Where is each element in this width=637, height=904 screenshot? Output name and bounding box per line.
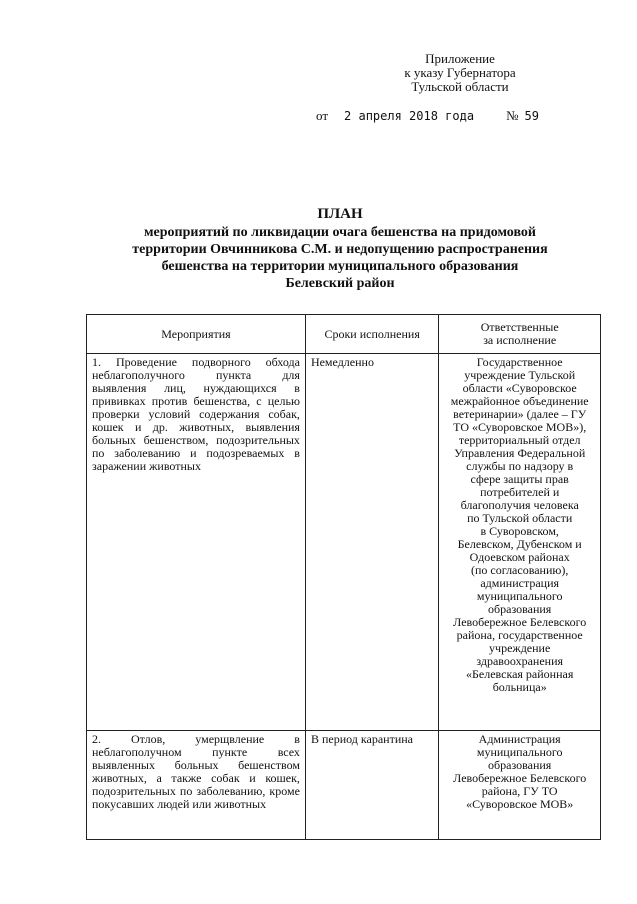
responsible-line: администрация [480,576,560,590]
plan-title [60,206,620,292]
responsible-line: «Белевская районная [465,667,574,681]
decree-reference: к указу Губернатора [404,65,516,80]
table-row [87,731,601,840]
responsible-line: района, государственное [456,628,583,642]
table-header-row [87,315,601,354]
responsible-line: образования [488,602,552,616]
decree-number: 59 [524,109,539,123]
responsible-line: по Тульской области [467,511,573,525]
date-prefix: от [316,108,329,123]
deadline-cell: В период карантина [305,731,438,840]
responsible-line: благополучия человека [460,498,579,512]
responsible-line: образования [488,758,552,772]
responsible-line: Белевском, Дубенском и [457,537,582,551]
responsible-line: ТО «Суворовское МОВ»), [453,420,587,434]
header-responsible-line: Ответственные [480,320,559,334]
responsible-line: области «Суворовское [462,381,577,395]
header-responsible [439,315,601,354]
region-name: Тульской области [411,79,509,94]
responsible-line: службы по надзору в [466,459,574,473]
header-activities: Мероприятия [87,315,306,354]
plan-subtitle-line: Белевский район [285,276,395,291]
responsible-line: больница» [492,680,547,694]
responsible-cell [439,731,601,840]
appendix-header [380,52,540,94]
plan-subtitle-line: бешенства на территории муниципального образования [161,259,519,274]
responsible-line: Одоевском районах [469,550,570,564]
plan-subtitle-line: территории Овчинникова С.М. и недопущению распространения [132,242,548,257]
responsible-line: «Суворовское МОВ» [466,797,574,811]
decree-dateline [316,108,539,124]
responsible-line: (по согласованию), [471,563,569,577]
responsible-line: ветеринарии» (далее – ГУ [453,407,587,421]
responsible-line: потребителей и [480,485,560,499]
responsible-line: Государственное [476,355,563,369]
table-row [87,354,601,731]
responsible-line: муниципального [476,745,563,759]
measures-table [86,314,601,840]
header-deadlines: Сроки исполнения [305,315,438,354]
number-sign: № [506,108,519,123]
responsible-line: в Суворовском, [480,524,559,538]
responsible-line: учреждение [489,641,551,655]
plan-subtitle-line: мероприятий по ликвидации очага бешенства на придомовой [143,225,536,240]
responsible-line: межрайонное объединение [450,394,589,408]
responsible-line: Управления Федеральной [454,446,586,460]
responsible-line: Левобережное Белевского [453,615,587,629]
appendix-label: Приложение [425,51,495,66]
decree-date: 2 апреля 2018 года [344,109,475,123]
responsible-line: Администрация [478,732,561,746]
activity-cell: 2. Отлов, умерщвление в неблагополучном пункте всех выявленных больных бешенством животных, а также собак и кошек, подозрительных по заболеванию, кроме покусавших людей или животных [87,731,306,840]
responsible-line: здравоохранения [476,654,564,668]
deadline-cell: Немедленно [305,354,438,731]
responsible-line: Левобережное Белевского [453,771,587,785]
responsible-line: района, ГУ ТО [481,784,558,798]
header-responsible-line: за исполнение [483,333,557,347]
activity-cell: 1. Проведение подворного обхода неблагополучного пункта для выявления лиц, нуждающихся в прививках против бешенства, с целью проверки условий содержания собак, кошек и др. животных, выявления больных бешенством, подозрительных по заболеванию и подозреваемых в заражении животных [87,354,306,731]
plan-heading: ПЛАН [317,206,363,222]
responsible-line: учреждение Тульской [464,368,576,382]
responsible-line: территориальный отдел [458,433,581,447]
responsible-line: сфере защиты прав [470,472,569,486]
responsible-cell [439,354,601,731]
responsible-line: муниципального [476,589,563,603]
